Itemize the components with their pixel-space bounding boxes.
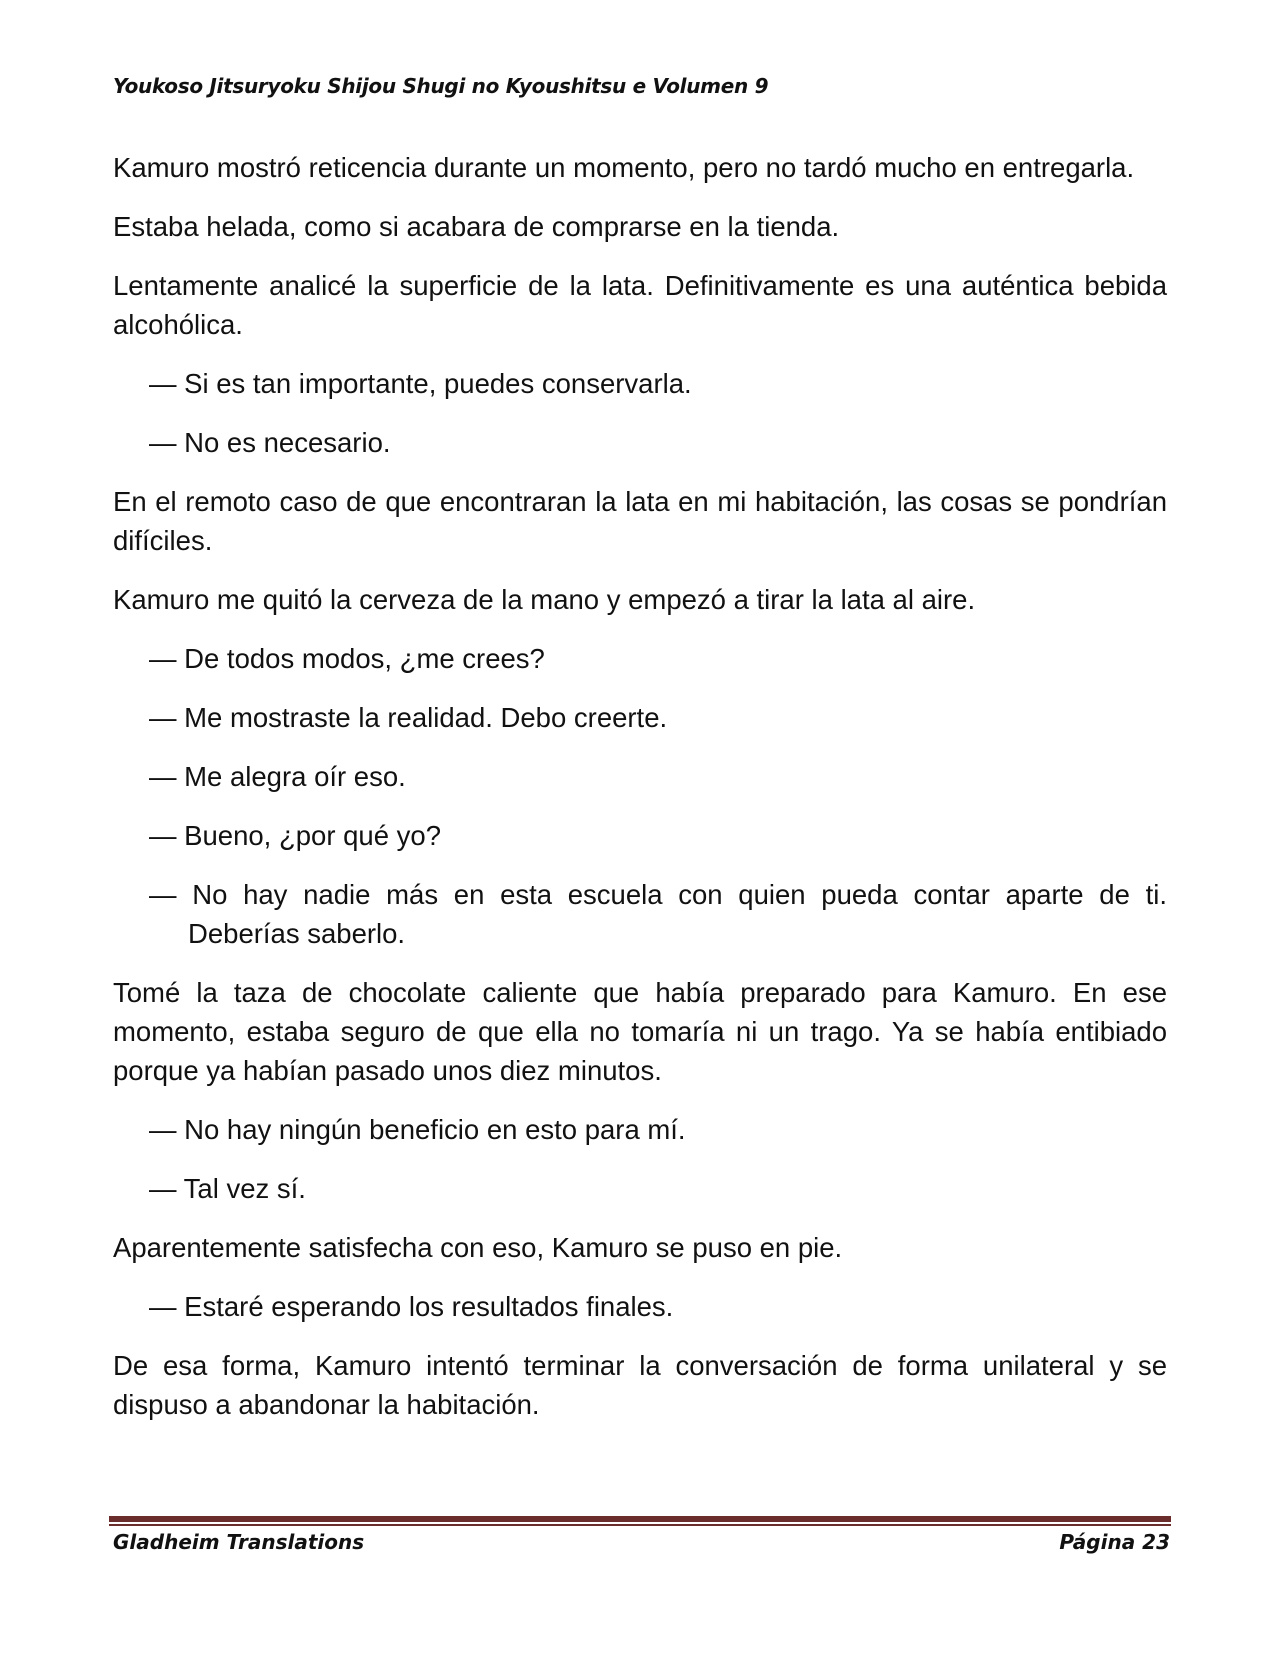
footer-divider-thin bbox=[109, 1524, 1171, 1526]
dialogue-line: — Me mostraste la realidad. Debo creerte. bbox=[149, 702, 668, 733]
body-text bbox=[113, 148, 1167, 1444]
footer-divider bbox=[109, 1516, 1171, 1526]
footer-page-number: Página 23 bbox=[1059, 1530, 1170, 1554]
paragraph: De esa forma, Kamuro intentó terminar la conversación de forma unilateral y se dispuso a abandonar la habitación. bbox=[113, 1350, 1167, 1420]
paragraph: Kamuro mostró reticencia durante un momento, pero no tardó mucho en entregarla. bbox=[113, 152, 1135, 183]
page-header-title: Youkoso Jitsuryoku Shijou Shugi no Kyoushitsu e Volumen 9 bbox=[113, 74, 769, 98]
dialogue-line: — De todos modos, ¿me crees? bbox=[149, 643, 545, 674]
paragraph: Kamuro me quitó la cerveza de la mano y empezó a tirar la lata al aire. bbox=[113, 584, 976, 615]
paragraph: Lentamente analicé la superficie de la lata. Definitivamente es una auténtica bebida alcohólica. bbox=[113, 270, 1167, 340]
dialogue-line: — Si es tan importante, puedes conservarla. bbox=[149, 368, 692, 399]
footer-translator: Gladheim Translations bbox=[113, 1530, 365, 1554]
dialogue-line: — Estaré esperando los resultados finales. bbox=[149, 1291, 674, 1322]
dialogue-line: — No hay ningún beneficio en esto para mí. bbox=[149, 1114, 686, 1145]
dialogue-line: — Tal vez sí. bbox=[149, 1173, 306, 1204]
dialogue-line: — No hay nadie más en esta escuela con quien pueda contar aparte de ti. Deberías saberlo. bbox=[149, 879, 1167, 949]
dialogue-line: — Me alegra oír eso. bbox=[149, 761, 406, 792]
dialogue-line: — Bueno, ¿por qué yo? bbox=[149, 820, 441, 851]
paragraph: Tomé la taza de chocolate caliente que había preparado para Kamuro. En ese momento, estaba seguro de que ella no tomaría ni un trago. Ya se había entibiado porque ya habían pasado unos diez minutos. bbox=[113, 977, 1167, 1086]
paragraph: Estaba helada, como si acabara de comprarse en la tienda. bbox=[113, 211, 840, 242]
paragraph: En el remoto caso de que encontraran la lata en mi habitación, las cosas se pondrían difíciles. bbox=[113, 486, 1167, 556]
paragraph: Aparentemente satisfecha con eso, Kamuro se puso en pie. bbox=[113, 1232, 843, 1263]
dialogue-line: — No es necesario. bbox=[149, 427, 391, 458]
